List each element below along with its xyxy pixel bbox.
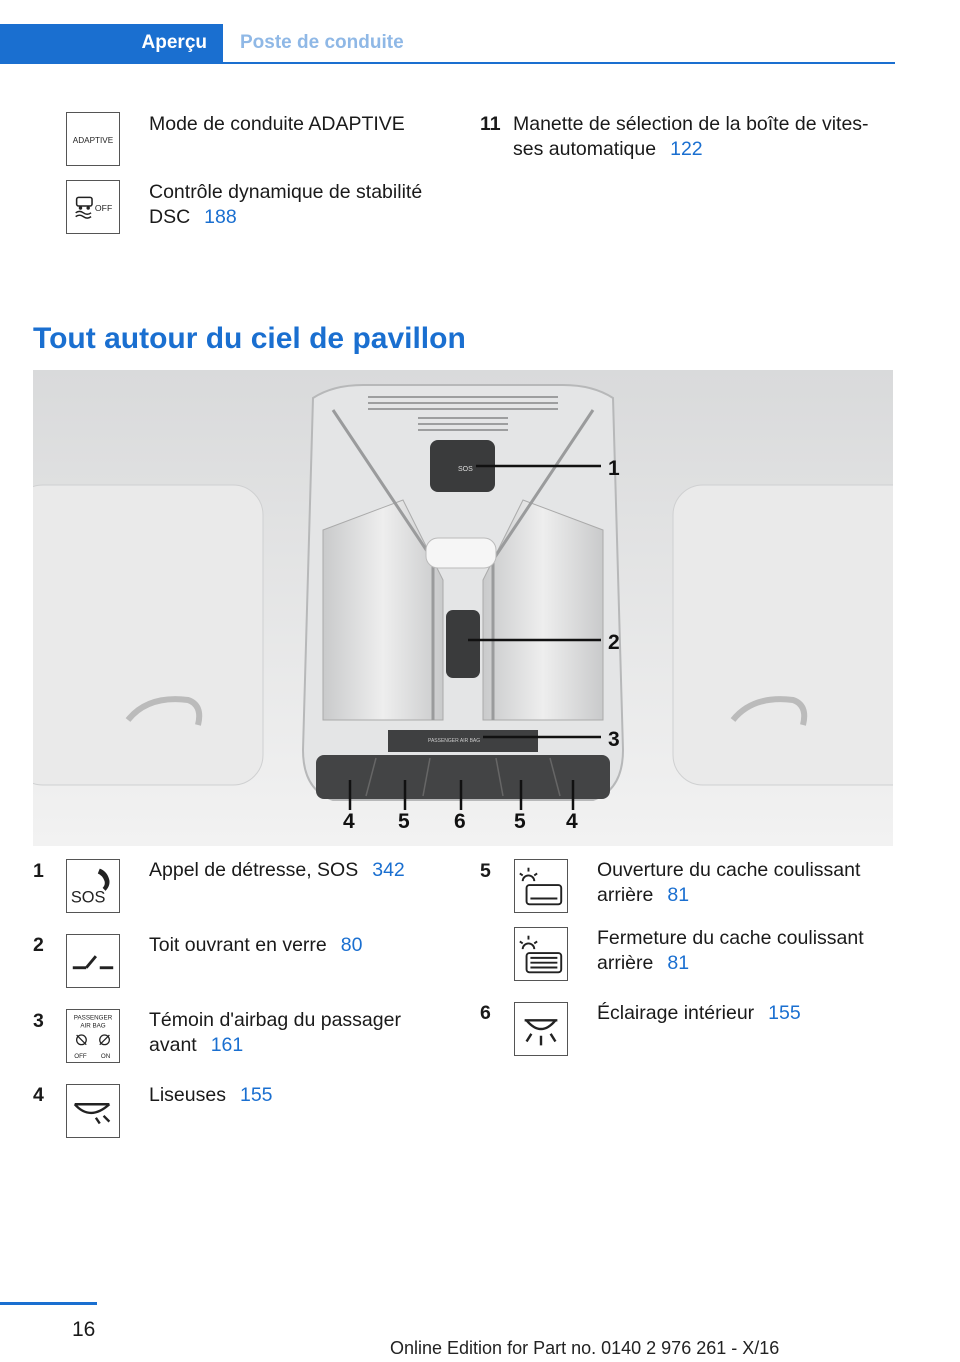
svg-text:OFF: OFF [94, 202, 113, 213]
sunblind-close-icon [514, 927, 568, 981]
page-number-bar [0, 1302, 97, 1305]
item-interior-light-text: Éclairage intérieur 155 [597, 1002, 801, 1024]
passenger-airbag-icon [66, 1009, 120, 1063]
page-ref-link[interactable]: 155 [768, 1002, 801, 1024]
item-sos-text: Appel de détresse, SOS 342 [149, 859, 405, 881]
item-gear-selector-text: Manette de sélection de la boîte de vites- ses automatique 122 [513, 113, 869, 160]
item-number: 5 [480, 860, 491, 882]
page-ref-link[interactable]: 155 [239, 1084, 273, 1106]
svg-text:1: 1 [608, 457, 620, 480]
interior-light-icon [514, 1002, 568, 1056]
page-ref-link[interactable]: 161 [210, 1034, 244, 1056]
glass-roof-icon [66, 934, 120, 988]
sunblind-open-icon [514, 859, 568, 913]
item-number: 4 [33, 1084, 44, 1106]
svg-text:AIR BAG: AIR BAG [80, 1022, 106, 1030]
svg-text:SOS: SOS [458, 466, 473, 473]
footer-edition: Online Edition for Part no. 0140 2 976 261 - X/16 [390, 1338, 780, 1358]
item-adaptive-text: Mode de conduite ADAPTIVE [149, 113, 405, 135]
item-sunblind-close-text: Fermeture du cache coulissant arrière 81 [597, 927, 864, 974]
item-number: 3 [33, 1010, 44, 1032]
item-airbag-text: Témoin d'airbag du passager avant 161 [149, 1009, 401, 1056]
page-ref-link[interactable]: 81 [667, 952, 690, 974]
item-dsc-text: Contrôle dynamique de stabilité DSC 188 [149, 181, 423, 228]
sos-icon [66, 859, 120, 913]
page-ref-link[interactable]: 80 [340, 934, 363, 956]
page-number: 16 [72, 1318, 96, 1341]
page-ref-link[interactable]: 188 [204, 206, 237, 228]
svg-text:ON: ON [100, 1053, 111, 1061]
svg-text:2: 2 [608, 631, 620, 654]
item-number: 1 [33, 860, 44, 882]
svg-text:3: 3 [608, 728, 620, 751]
reading-light-icon [66, 1084, 120, 1138]
svg-text:PASSENGER: PASSENGER [73, 1014, 113, 1022]
item-glass-roof-text: Toit ouvrant en verre 80 [149, 934, 363, 956]
svg-text:4: 4 [343, 810, 355, 833]
page-ref-link[interactable]: 122 [670, 138, 703, 160]
item-number: 11 [480, 113, 501, 135]
tab-apercu[interactable]: Aperçu [0, 24, 223, 62]
item-reading-light-text: Liseuses 155 [149, 1084, 273, 1106]
adaptive-icon [66, 112, 120, 166]
svg-text:SOS: SOS [70, 888, 106, 907]
page-ref-link[interactable]: 81 [667, 884, 690, 906]
item-number: 6 [480, 1002, 491, 1024]
item-sunblind-open-text: Ouverture du cache coulissant arrière 81 [597, 859, 861, 906]
svg-text:6: 6 [454, 810, 466, 833]
tab-poste-de-conduite[interactable]: Poste de conduite [240, 32, 404, 53]
svg-text:ADAPTIVE: ADAPTIVE [72, 135, 114, 145]
svg-text:OFF: OFF [74, 1053, 87, 1061]
svg-text:4: 4 [566, 810, 578, 833]
svg-text:PASSENGER AIR BAG: PASSENGER AIR BAG [428, 738, 481, 744]
item-number: 2 [33, 934, 44, 956]
section-title: Tout autour du ciel de pavillon [33, 322, 466, 355]
svg-text:5: 5 [398, 810, 410, 833]
dsc-off-icon [66, 180, 120, 234]
overhead-console-photo [33, 370, 893, 846]
page-ref-link[interactable]: 342 [372, 859, 405, 881]
svg-text:5: 5 [514, 810, 526, 833]
